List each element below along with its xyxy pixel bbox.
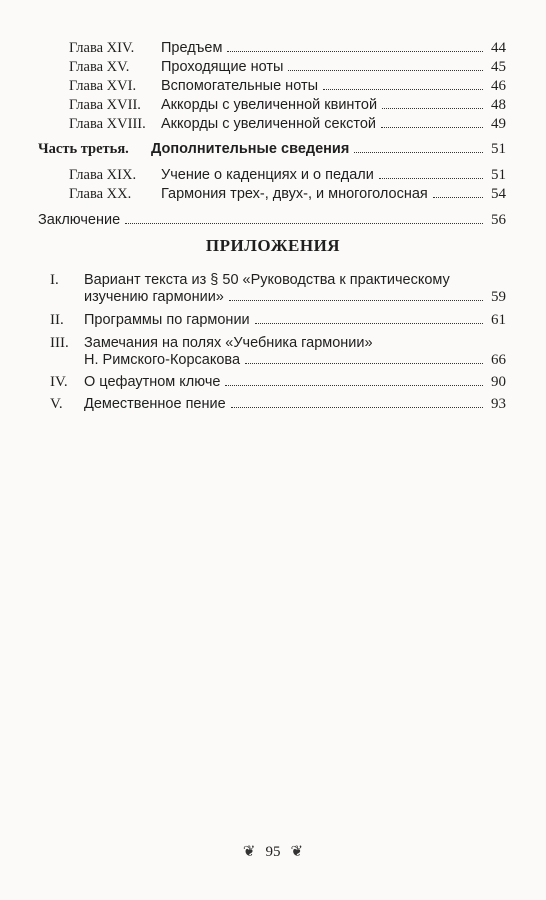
appendix-title-line1: Программы по гармонии	[84, 312, 250, 328]
page-footer	[0, 842, 546, 861]
dot-leader	[225, 385, 483, 386]
dot-leader	[227, 51, 483, 52]
chapter-label: Глава XX.	[69, 186, 132, 202]
chapter-title: Вспомогательные ноты	[161, 78, 319, 94]
appendix-title-line1: Демественное пение	[84, 396, 226, 412]
page-number: 54	[491, 186, 506, 202]
part-heading-entry	[38, 141, 506, 158]
dot-leader	[382, 108, 483, 109]
dot-leader	[354, 152, 483, 153]
toc-entry-conclusion	[38, 212, 506, 229]
toc-entry	[69, 186, 506, 203]
ornament-right-icon: ❦	[290, 844, 304, 860]
appendix-entry	[50, 312, 506, 329]
dot-leader	[381, 127, 483, 128]
toc-entry	[69, 59, 506, 76]
appendix-heading: ПРИЛОЖЕНИЯ	[205, 236, 341, 255]
page-number: 46	[491, 78, 506, 94]
appendix-line	[84, 335, 506, 352]
appendix-number: III.	[50, 335, 69, 351]
dot-leader	[229, 300, 483, 301]
chapter-label: Глава XVIII.	[69, 116, 146, 132]
toc-entry	[69, 40, 506, 57]
chapter-label: Глава XVI.	[69, 78, 137, 94]
part-title: Дополнительные сведения	[151, 141, 350, 157]
page-number: 90	[491, 374, 506, 390]
appendix-number: I.	[50, 272, 59, 288]
appendix-title-line1: Замечания на полях «Учебника гармонии»	[84, 335, 373, 351]
page-number: 93	[491, 396, 506, 412]
appendix-entry	[50, 272, 506, 308]
page-number: 66	[491, 352, 506, 368]
appendix-line	[84, 374, 506, 391]
appendix-entry	[50, 374, 506, 391]
appendix-line	[84, 272, 506, 289]
appendix-number: IV.	[50, 374, 68, 390]
page-number: 51	[491, 167, 506, 183]
appendix-entry	[50, 396, 506, 413]
chapter-label: Глава XV.	[69, 59, 130, 75]
chapter-title: Предъем	[161, 40, 223, 56]
chapter-title: Аккорды с увеличенной квинтой	[161, 97, 378, 113]
dot-leader	[125, 223, 483, 224]
dot-leader	[255, 323, 483, 324]
chapter-title: Аккорды с увеличенной секстой	[161, 116, 376, 132]
chapter-label: Глава XIV.	[69, 40, 135, 56]
dot-leader	[288, 70, 483, 71]
page-number: 48	[491, 97, 506, 113]
page-number: 49	[491, 116, 506, 132]
appendix-line	[84, 312, 506, 329]
chapter-title: Учение о каденциях и о педали	[161, 167, 374, 183]
appendix-title-line1: О цефаутном ключе	[84, 374, 221, 390]
dot-leader	[231, 407, 483, 408]
footer-page-number: 95	[265, 844, 281, 860]
part-label: Часть третья.	[38, 141, 129, 157]
chapter-title: Гармония трех-, двух-, и многоголосная	[161, 186, 428, 202]
appendix-line	[84, 352, 506, 369]
toc-entry	[69, 167, 506, 184]
chapter-label: Глава XIX.	[69, 167, 137, 183]
appendix-title-line1: Вариант текста из § 50 «Руководства к практическому	[84, 272, 450, 288]
dot-leader	[323, 89, 483, 90]
appendix-line	[84, 289, 506, 306]
page-number: 51	[491, 141, 506, 157]
appendix-number: II.	[50, 312, 64, 328]
page-number: 45	[491, 59, 506, 75]
appendix-title-line2: изучению гармонии»	[84, 289, 224, 305]
appendix-title-line2: Н. Римского-Корсакова	[84, 352, 241, 368]
chapter-label: Глава XVII.	[69, 97, 141, 113]
dot-leader	[433, 197, 483, 198]
dot-leader	[379, 178, 483, 179]
appendix-entry	[50, 335, 506, 371]
appendix-number: V.	[50, 396, 63, 412]
toc-entry	[69, 97, 506, 114]
page-number: 61	[491, 312, 506, 328]
page-number: 59	[491, 289, 506, 305]
page-number: 44	[491, 40, 506, 56]
page-number: 56	[491, 212, 506, 228]
chapter-title: Проходящие ноты	[161, 59, 284, 75]
dot-leader	[245, 363, 483, 364]
toc-entry	[69, 116, 506, 133]
conclusion-title: Заключение	[38, 212, 121, 228]
appendix-line	[84, 396, 506, 413]
toc-entry	[69, 78, 506, 95]
ornament-left-icon: ❦	[242, 844, 256, 860]
